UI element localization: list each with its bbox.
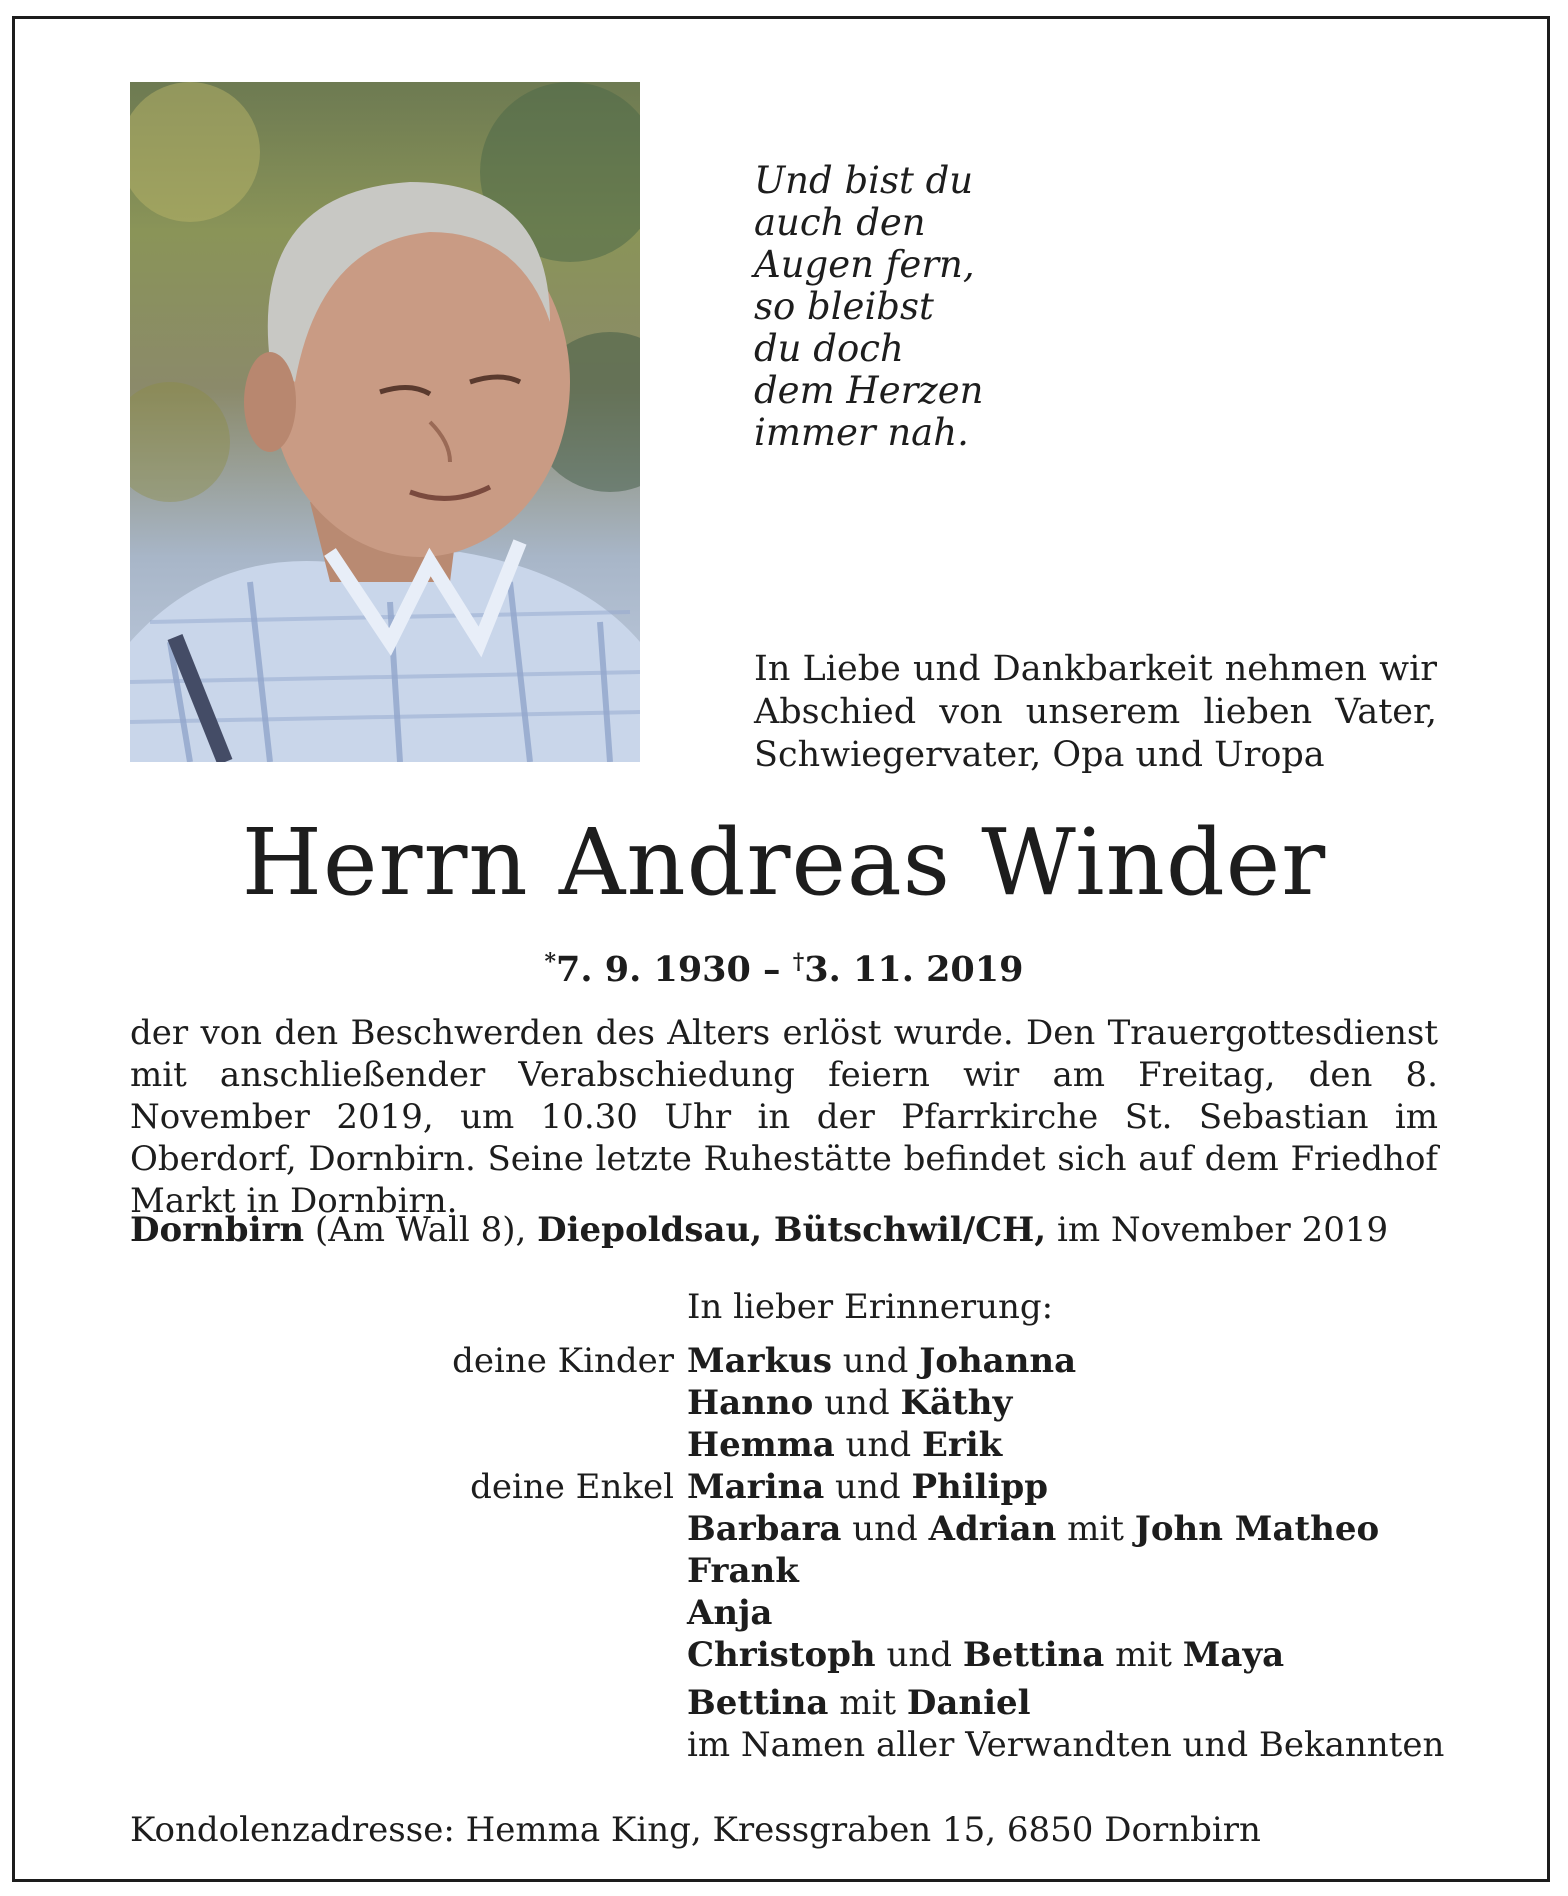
death-date: 3. 11. 2019 bbox=[804, 949, 1024, 990]
grandchildren-label: deine Enkel bbox=[470, 1467, 674, 1507]
family-member: Barbara bbox=[687, 1509, 842, 1549]
poem-text: Und bist du auch den Augen fern, so bleibst du doch dem Herzen immer nah. bbox=[754, 159, 984, 454]
family-member: Hemma bbox=[687, 1425, 835, 1465]
family-member: Hanno bbox=[687, 1383, 814, 1423]
children-label: deine Kinder bbox=[452, 1341, 674, 1381]
conjunction: mit bbox=[1056, 1509, 1135, 1549]
family-row bbox=[0, 1634, 1568, 1676]
place-city: Dornbirn bbox=[130, 1210, 305, 1250]
death-symbol: † bbox=[792, 949, 805, 975]
condolence-address: Kondolenzadresse: Hemma King, Kressgraben 15, 6850 Dornbirn bbox=[130, 1810, 1261, 1850]
family-member: Käthy bbox=[900, 1383, 1013, 1423]
family-row bbox=[0, 1382, 1568, 1424]
family-member: Maya bbox=[1182, 1635, 1285, 1675]
date-separator: – bbox=[750, 949, 793, 990]
family-member: Adrian bbox=[928, 1509, 1057, 1549]
place-and-date bbox=[130, 1208, 1438, 1252]
family-row bbox=[0, 1550, 1568, 1592]
conjunction: und bbox=[824, 1467, 912, 1507]
family-row bbox=[0, 1724, 1568, 1766]
family-member: Christoph bbox=[687, 1635, 876, 1675]
remembrance-heading: In lieber Erinnerung: bbox=[687, 1287, 1054, 1327]
intro-text: In Liebe und Dankbarkeit nehmen wir Abschied von unserem lieben Vater, Schwiegervater, Opa und Uropa bbox=[754, 649, 1437, 775]
closing-line: im Namen aller Verwandten und Bekannten bbox=[687, 1725, 1445, 1765]
conjunction: mit bbox=[1104, 1635, 1183, 1675]
place-date: im November 2019 bbox=[1046, 1210, 1389, 1250]
place-street: (Am Wall 8), bbox=[304, 1210, 538, 1250]
family-member: Erik bbox=[921, 1425, 1003, 1465]
conjunction: mit bbox=[828, 1683, 907, 1723]
conjunction: und bbox=[832, 1341, 920, 1381]
family-row bbox=[0, 1592, 1568, 1634]
family-row bbox=[0, 1424, 1568, 1466]
family-list bbox=[0, 1340, 1568, 1766]
portrait-photo-icon bbox=[130, 82, 640, 762]
family-member: John Matheo bbox=[1134, 1509, 1380, 1549]
family-member: Daniel bbox=[906, 1683, 1031, 1723]
family-row bbox=[0, 1682, 1568, 1724]
conjunction: und bbox=[875, 1635, 963, 1675]
family-member: Bettina bbox=[962, 1635, 1105, 1675]
family-member: Johanna bbox=[919, 1341, 1077, 1381]
life-dates bbox=[0, 940, 1568, 992]
family-member: Marina bbox=[687, 1467, 825, 1507]
family-member: Markus bbox=[687, 1341, 832, 1381]
family-row bbox=[0, 1340, 1568, 1382]
family-row bbox=[0, 1466, 1568, 1508]
family-member: Anja bbox=[687, 1593, 773, 1633]
place-others: Diepoldsau, Bütschwil/CH, bbox=[537, 1210, 1047, 1250]
family-member: Philipp bbox=[911, 1467, 1049, 1507]
birth-symbol: * bbox=[544, 949, 557, 975]
birth-date: 7. 9. 1930 bbox=[556, 949, 751, 990]
conjunction: und bbox=[834, 1425, 922, 1465]
family-member: Bettina bbox=[687, 1683, 829, 1723]
conjunction: und bbox=[813, 1383, 901, 1423]
deceased-name: Herrn Andreas Winder bbox=[241, 809, 1327, 916]
service-announcement: der von den Beschwerden des Alters erlöst wurde. Den Trauergottesdienst mit anschließender Verabschiedung feiern wir am Freitag, den 8. November 2019, um 10.30 Uhr in der Pfarrkirche St. Sebastian im Oberdorf, Dornbirn. Seine letzte Ruhestätte befindet sich auf dem Friedhof Markt in Dornbirn. bbox=[130, 1013, 1438, 1221]
family-member: Frank bbox=[687, 1551, 799, 1591]
family-row bbox=[0, 1508, 1568, 1550]
conjunction: und bbox=[841, 1509, 929, 1549]
